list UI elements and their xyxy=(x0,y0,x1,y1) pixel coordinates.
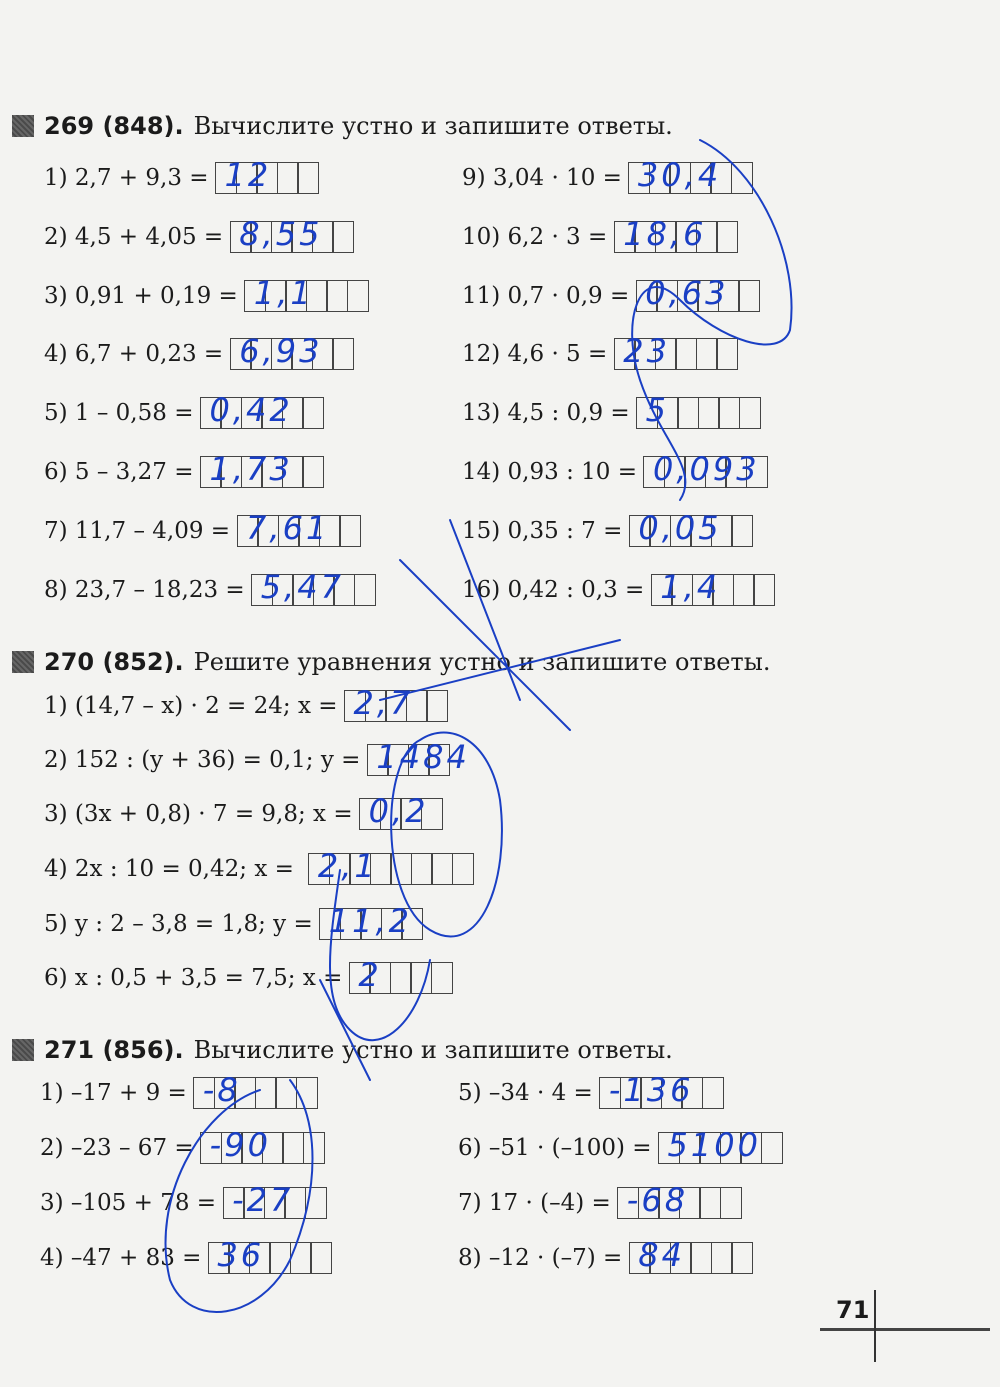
task-269-16 xyxy=(462,568,775,607)
task-271-3 xyxy=(40,1181,327,1220)
task-269-14 xyxy=(462,450,768,489)
answer-box[interactable] xyxy=(630,509,753,547)
exercise-marker-icon xyxy=(12,115,34,137)
handwritten-answer: 23 xyxy=(623,332,670,370)
handwritten-answer: 7,61 xyxy=(246,509,330,547)
task-expression: 4) 6,7 + 0,23 = xyxy=(44,341,224,367)
task-269-6 xyxy=(44,450,324,489)
task-expression: 9) 3,04 · 10 = xyxy=(462,165,622,191)
task-271-8 xyxy=(458,1236,753,1275)
handwritten-answer: 12 xyxy=(224,156,272,194)
answer-box[interactable] xyxy=(195,1071,318,1109)
answer-box[interactable] xyxy=(231,215,354,253)
task-expression: 3) –105 + 78 = xyxy=(40,1190,217,1216)
handwritten-answer: 0,093 xyxy=(652,450,760,488)
task-expression: 5) –34 · 4 = xyxy=(458,1080,593,1106)
task-expression: 3) (3x + 0,8) · 7 = 9,8; x = xyxy=(44,801,353,827)
answer-box[interactable] xyxy=(224,1181,327,1219)
handwritten-answer: 2,7 xyxy=(353,684,414,722)
answer-box[interactable] xyxy=(615,215,738,253)
handwritten-answer: -27 xyxy=(232,1181,294,1219)
task-269-3 xyxy=(44,274,369,313)
task-269-8 xyxy=(44,568,376,607)
exercise-269-header xyxy=(12,112,673,140)
answer-box[interactable] xyxy=(652,568,775,606)
exercise-number: 269 (848). xyxy=(44,112,184,140)
task-271-7 xyxy=(458,1181,742,1220)
task-expression: 8) 23,7 – 18,23 = xyxy=(44,577,245,603)
task-271-6 xyxy=(458,1126,783,1165)
task-expression: 6) x : 0,5 + 3,5 = 7,5; x = xyxy=(44,965,343,991)
handwritten-answer: 0,42 xyxy=(209,391,293,429)
answer-box[interactable] xyxy=(615,332,738,370)
answer-box[interactable] xyxy=(231,332,354,370)
exercise-271-header xyxy=(12,1036,673,1064)
task-expression: 14) 0,93 : 10 = xyxy=(462,459,637,485)
handwritten-answer: -136 xyxy=(608,1071,694,1109)
task-269-2 xyxy=(44,215,354,254)
task-expression: 16) 0,42 : 0,3 = xyxy=(462,577,645,603)
answer-box[interactable] xyxy=(246,274,369,312)
task-269-15 xyxy=(462,509,753,548)
answer-box[interactable] xyxy=(638,391,761,429)
answer-box[interactable] xyxy=(217,156,320,194)
answer-box[interactable] xyxy=(238,509,361,547)
handwritten-answer: 8,55 xyxy=(239,215,323,253)
task-expression: 5) 1 – 0,58 = xyxy=(44,400,194,426)
handwritten-answer: -8 xyxy=(202,1071,241,1109)
answer-box[interactable] xyxy=(346,684,449,722)
task-271-5 xyxy=(458,1071,724,1110)
answer-box[interactable] xyxy=(361,792,443,830)
task-271-2 xyxy=(40,1126,325,1165)
answer-box[interactable] xyxy=(201,391,324,429)
answer-box[interactable] xyxy=(660,1126,783,1164)
handwritten-answer: 1,1 xyxy=(253,274,314,312)
answer-box[interactable] xyxy=(630,1236,753,1274)
task-expression: 8) –12 · (–7) = xyxy=(458,1245,623,1271)
task-expression: 7) 11,7 – 4,09 = xyxy=(44,518,231,544)
handwritten-answer: 0,05 xyxy=(638,509,722,547)
task-expression: 1) –17 + 9 = xyxy=(40,1080,187,1106)
task-269-9 xyxy=(462,156,753,195)
task-269-4 xyxy=(44,332,354,371)
handwritten-answer: 0,63 xyxy=(645,274,729,312)
task-expression: 6) 5 – 3,27 = xyxy=(44,459,194,485)
answer-box[interactable] xyxy=(630,156,753,194)
handwritten-answer: 11,2 xyxy=(328,902,412,940)
scribble-long-stroke xyxy=(320,980,370,1080)
task-expression: 15) 0,35 : 7 = xyxy=(462,518,623,544)
task-expression: 2) 4,5 + 4,05 = xyxy=(44,224,224,250)
handwritten-answer: 1,4 xyxy=(660,568,721,606)
task-270-4 xyxy=(44,847,474,886)
exercise-marker-icon xyxy=(12,1039,34,1061)
task-269-5 xyxy=(44,391,324,430)
task-expression: 3) 0,91 + 0,19 = xyxy=(44,283,238,309)
answer-box[interactable] xyxy=(619,1181,742,1219)
task-270-5 xyxy=(44,902,423,941)
page-number: 71 xyxy=(836,1296,870,1324)
handwritten-answer: 36 xyxy=(217,1236,265,1274)
exercise-270-header xyxy=(12,648,770,676)
task-expression: 12) 4,6 · 5 = xyxy=(462,341,608,367)
task-270-6 xyxy=(44,956,453,995)
task-269-12 xyxy=(462,332,738,371)
task-expression: 4) 2x : 10 = 0,42; x = xyxy=(44,856,294,882)
task-expression: 6) –51 · (–100) = xyxy=(458,1135,652,1161)
task-expression: 4) –47 + 83 = xyxy=(40,1245,202,1271)
handwritten-answer: -68 xyxy=(626,1181,689,1219)
answer-box[interactable] xyxy=(637,274,760,312)
answer-box[interactable] xyxy=(601,1071,724,1109)
exercise-number: 270 (852). xyxy=(44,648,184,676)
exercise-number: 271 (856). xyxy=(44,1036,184,1064)
exercise-title: Вычислите устно и запишите ответы. xyxy=(193,1036,673,1064)
task-expression: 10) 6,2 · 3 = xyxy=(462,224,608,250)
task-271-4 xyxy=(40,1236,332,1275)
task-expression: 1) (14,7 – x) · 2 = 24; x = xyxy=(44,693,338,719)
handwritten-answer: 30,4 xyxy=(637,156,722,194)
task-271-1 xyxy=(40,1071,318,1110)
answer-box[interactable] xyxy=(202,1126,325,1164)
task-270-2 xyxy=(44,738,470,777)
handwritten-answer: 5 xyxy=(645,391,670,429)
handwritten-answer: -90 xyxy=(209,1126,271,1164)
handwritten-answer: 2,1 xyxy=(317,847,378,885)
exercise-title: Вычислите устно и запишите ответы. xyxy=(193,112,673,140)
handwritten-answer: 1484 xyxy=(376,738,470,776)
task-expression: 13) 4,5 : 0,9 = xyxy=(462,400,630,426)
task-269-11 xyxy=(462,274,760,313)
task-expression: 5) y : 2 – 3,8 = 1,8; y = xyxy=(44,911,313,937)
answer-box[interactable] xyxy=(321,902,424,940)
handwritten-answer: 2 xyxy=(358,956,382,994)
answer-box[interactable] xyxy=(645,450,768,488)
task-expression: 11) 0,7 · 0,9 = xyxy=(462,283,630,309)
answer-box[interactable] xyxy=(209,1236,332,1274)
handwritten-answer: 6,93 xyxy=(239,332,323,370)
task-269-13 xyxy=(462,391,761,430)
page-footer-rule xyxy=(820,1328,990,1331)
handwritten-answer: 1,73 xyxy=(209,450,293,488)
handwritten-answer: 84 xyxy=(638,1236,685,1274)
task-270-1 xyxy=(44,684,448,723)
task-269-1 xyxy=(44,156,319,195)
task-269-10 xyxy=(462,215,738,254)
answer-box[interactable] xyxy=(350,956,453,994)
task-269-7 xyxy=(44,509,361,548)
answer-box[interactable] xyxy=(253,568,376,606)
task-expression: 7) 17 · (–4) = xyxy=(458,1190,611,1216)
page-number-divider xyxy=(874,1290,876,1362)
task-270-3 xyxy=(44,792,443,831)
answer-box[interactable] xyxy=(368,738,470,776)
handwritten-answer: 5100 xyxy=(667,1126,761,1164)
task-expression: 2) –23 – 67 = xyxy=(40,1135,194,1161)
handwritten-answer: 5,47 xyxy=(260,568,344,606)
answer-box[interactable] xyxy=(310,847,474,885)
task-expression: 2) 152 : (y + 36) = 0,1; y = xyxy=(44,747,361,773)
handwritten-answer: 0,2 xyxy=(368,792,429,830)
exercise-title: Решите уравнения устно и запишите ответы. xyxy=(193,648,771,676)
answer-box[interactable] xyxy=(201,450,324,488)
exercise-marker-icon xyxy=(12,651,34,673)
task-expression: 1) 2,7 + 9,3 = xyxy=(44,165,209,191)
handwritten-answer: 18,6 xyxy=(623,215,707,253)
